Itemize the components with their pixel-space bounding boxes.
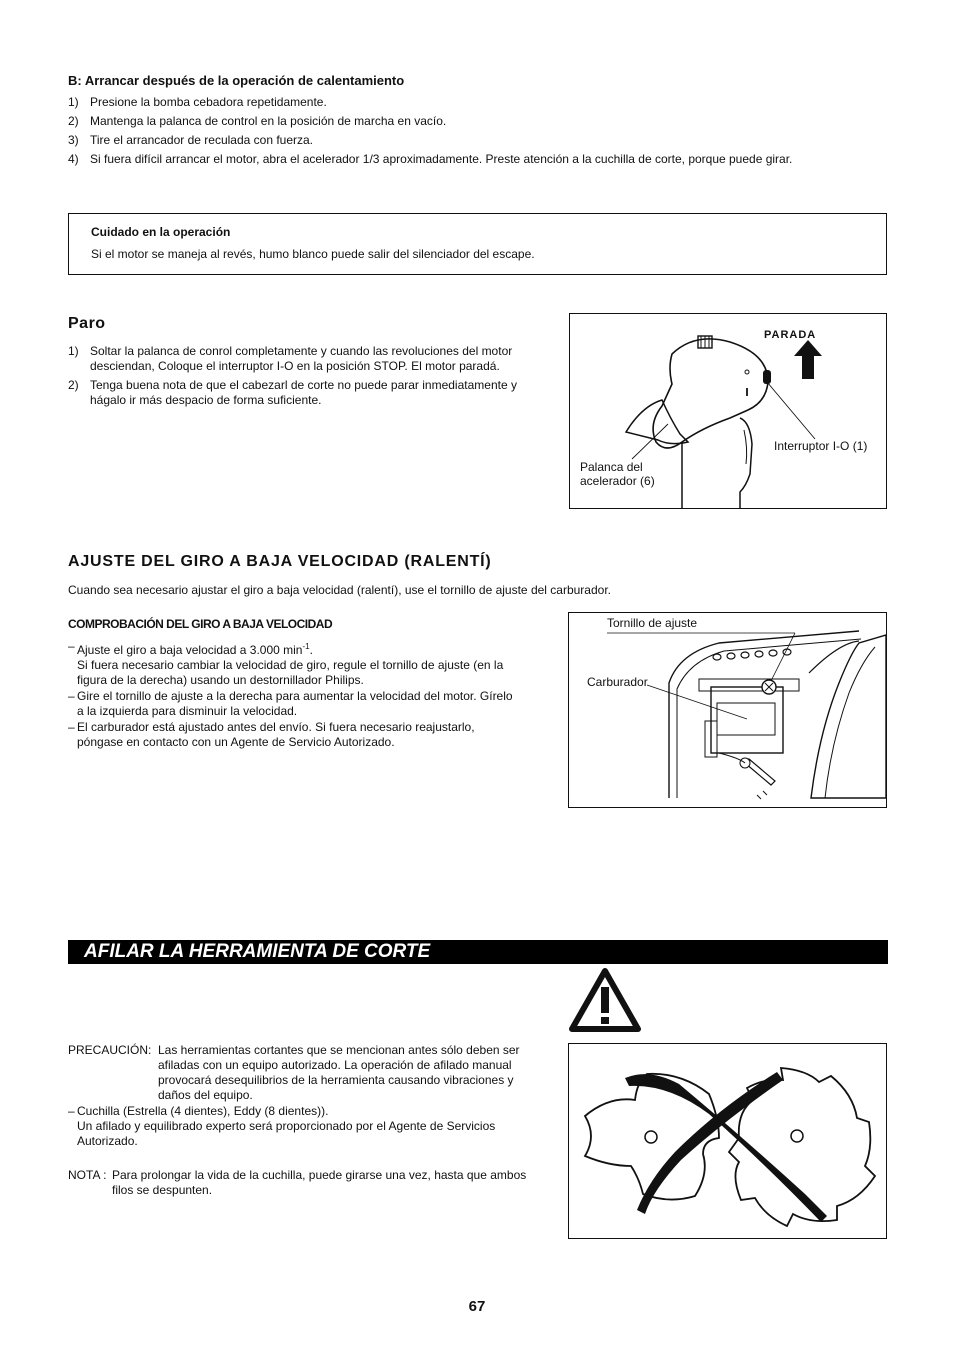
ajuste-items	[68, 639, 518, 751]
caution-text: Si el motor se maneja al revés, humo blanco puede salir del silenciador del escape.	[91, 247, 535, 261]
carb-label: Carburador	[587, 675, 648, 689]
nota-block: NOTA : Para prolongar la vida de la cuchilla, puede girarse una vez, hasta que ambos filos se despunten.	[68, 1168, 527, 1197]
blades-illustration	[569, 1044, 886, 1238]
blades-figure	[568, 1043, 887, 1239]
warning-icon	[568, 967, 642, 1033]
list-item: 4) Si fuera difícil arrancar el motor, abra el acelerador 1/3 aproximadamente. Preste atención a la cuchilla de corte, porque puede girar.	[68, 152, 793, 166]
carburetor-illustration	[569, 613, 886, 807]
section-b-title: B: Arrancar después de la operación de calentamiento	[68, 73, 405, 88]
screw-label: Tornillo de ajuste	[607, 616, 698, 630]
list-item: 2) Mantenga la palanca de control en la posición de marcha en vacío.	[68, 114, 447, 128]
switch-label: Interruptor I-O (1)	[774, 439, 868, 453]
ajuste-subtitle: COMPROBACIÓN DEL GIRO A BAJA VELOCIDAD	[68, 617, 333, 631]
ajuste-intro: Cuando sea necesario ajustar el giro a baja velocidad (ralentí), use el tornillo de ajuste del carburador.	[68, 583, 611, 597]
ajuste-title: AJUSTE DEL GIRO A BAJA VELOCIDAD (RALENTÍ)	[68, 553, 492, 570]
caution-title: Cuidado en la operación	[91, 225, 231, 239]
afilar-banner: AFILAR LA HERRAMIENTA DE CORTE	[68, 940, 888, 964]
lever-label: Palanca del acelerador (6)	[580, 460, 655, 488]
page-number: 67	[468, 1298, 486, 1315]
cuchilla-item: – Cuchilla (Estrella (4 dientes), Eddy (8 dientes)). Un afilado y equilibrado experto será proporcionado por el Agente de Servicios Autorizado.	[68, 1104, 496, 1148]
caution-box	[68, 213, 887, 275]
section-b-steps	[68, 95, 898, 171]
carburetor-figure	[568, 612, 887, 808]
list-item: 1) Presione la bomba cebadora repetidamente.	[68, 95, 327, 109]
parada-label: PARADA	[764, 329, 817, 341]
list-item: – Ajuste el giro a baja velocidad a 3.000 $\min^{-1}$. Si fuera necesario cambiar la velocidad de giro, regule el tornillo de ajuste (en la figura de la derecha) usando un destornillador Philips.	[68, 639, 504, 687]
list-item: 2) Tenga buena nota de que el cabezarl de corte no puede parar inmediatamente y hágalo ir más despacio de forma suficiente.	[68, 378, 517, 407]
list-item: – Gire el tornillo de ajuste a la derecha para aumentar la velocidad del motor. Gírelo a la izquierda para disminuir la velocidad.	[68, 689, 513, 718]
list-item: 1) Soltar la palanca de conrol completamente y cuando las revoluciones del motor desciendan, Coloque el interruptor I-O en la posición STOP. El motor paradá.	[68, 344, 513, 373]
list-item: – El carburador está ajustado antes del envío. Si fuera necesario reajustarlo, póngase en contacto con un Agente de Servicio Autorizado.	[68, 720, 475, 749]
list-item: 3) Tire el arrancador de reculada con fuerza.	[68, 133, 314, 147]
paro-steps	[68, 344, 528, 412]
precaucion-block: PRECAUCIÓN: Las herramientas cortantes que se mencionan antes sólo deben ser afiladas con un equipo autorizado. La operación de afilado manual provocará desequilibrios de la herramienta causando vibraciones y daños del equipo.	[68, 1043, 520, 1102]
stop-switch-figure	[569, 313, 887, 509]
paro-title: Paro	[68, 315, 106, 332]
